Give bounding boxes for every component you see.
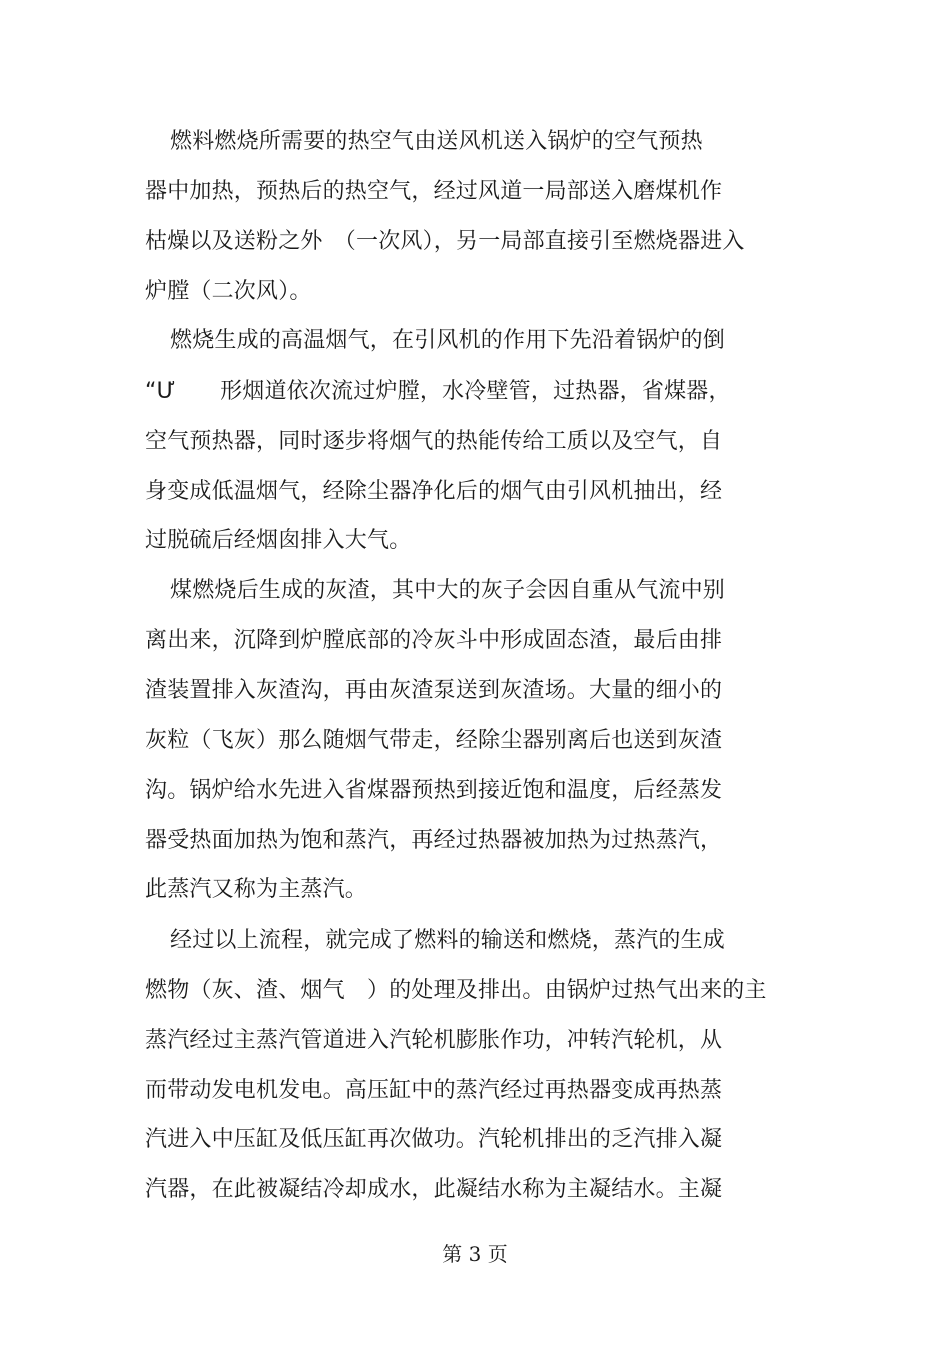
paragraph-4-line-6: 汽器，在此被凝结冷却成水，此凝结水称为主凝结水。主凝 (145, 1177, 723, 1202)
paragraph-2-line-2: “Ư 形烟道依次流过炉膛，水冷壁管，过热器，省煤器， (145, 379, 731, 404)
paragraph-3-line-1: 煤燃烧后生成的灰渣，其中大的灰子会因自重从气流中别 (170, 578, 726, 603)
page-number: 第 3 页 (442, 1242, 508, 1266)
paragraph-4-line-2: 燃物（灰、渣、烟气 ）的处理及排出。由锅炉过热气出来的主 (145, 978, 767, 1003)
paragraph-3-line-6: 器受热面加热为饱和蒸汽，再经过热器被加热为过热蒸汽， (145, 828, 723, 853)
paragraph-4-line-1: 经过以上流程，就完成了燃料的输送和燃烧，蒸汽的生成 (170, 928, 726, 953)
paragraph-2-line-5: 过脱硫后经烟囱排入大气。 (145, 528, 412, 553)
paragraph-1-line-3: 枯燥以及送粉之外 （一次风），另一局部直接引至燃烧器进入 (145, 229, 745, 254)
paragraph-2-line-3: 空气预热器，同时逐步将烟气的热能传给工质以及空气，自 (145, 429, 723, 454)
paragraph-1-line-2: 器中加热，预热后的热空气，经过风道一局部送入磨煤机作 (145, 179, 723, 204)
paragraph-3-line-2: 离出来，沉降到炉膛底部的冷灰斗中形成固态渣，最后由排 (145, 628, 723, 653)
paragraph-3-line-4: 灰粒（飞灰）那么随烟气带走，经除尘器别离后也送到灰渣 (145, 728, 723, 753)
paragraph-3-line-7: 此蒸汽又称为主蒸汽。 (145, 877, 368, 902)
paragraph-3-line-3: 渣装置排入灰渣沟，再由灰渣泵送到灰渣场。大量的细小的 (145, 678, 723, 703)
paragraph-4-line-5: 汽进入中压缸及低压缸再次做功。汽轮机排出的乏汽排入凝 (145, 1127, 723, 1152)
paragraph-1-line-4: 炉膛（二次风）。 (145, 279, 312, 304)
paragraph-2-line-1: 燃烧生成的高温烟气，在引风机的作用下先沿着锅炉的倒 (170, 328, 726, 353)
paragraph-4-line-4: 而带动发电机发电。高压缸中的蒸汽经过再热器变成再热蒸 (145, 1078, 723, 1103)
paragraph-1-line-1: 燃料燃烧所需要的热空气由送风机送入锅炉的空气预热 (170, 129, 703, 154)
paragraph-2-line-4: 身变成低温烟气，经除尘器净化后的烟气由引风机抽出，经 (145, 479, 723, 504)
paragraph-4-line-3: 蒸汽经过主蒸汽管道进入汽轮机膨胀作功，冲转汽轮机，从 (145, 1028, 723, 1053)
paragraph-3-line-5: 沟。锅炉给水先进入省煤器预热到接近饱和温度，后经蒸发 (145, 778, 723, 803)
